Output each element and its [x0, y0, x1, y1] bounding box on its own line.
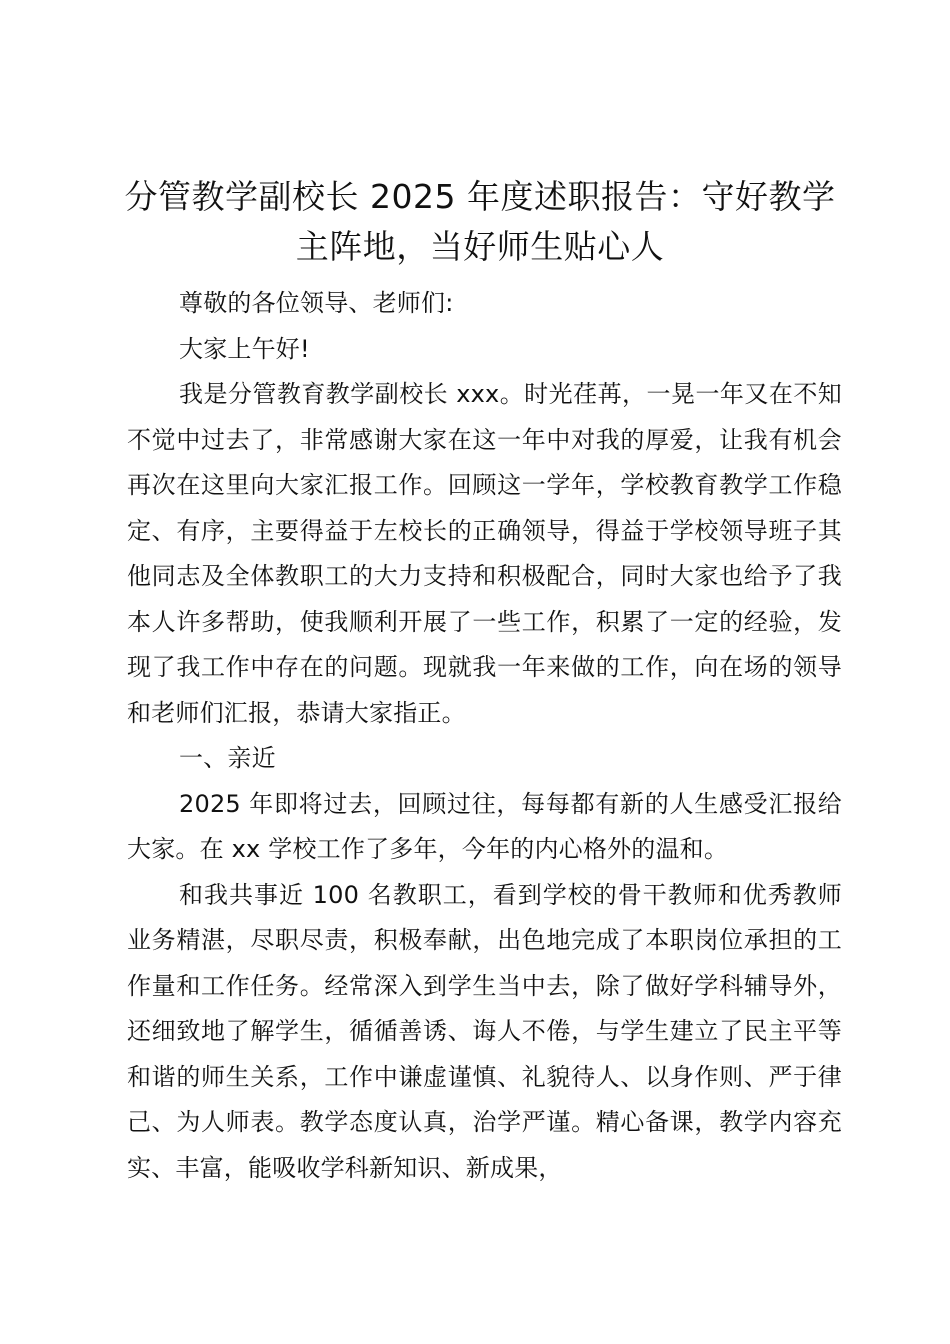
greeting: 大家上午好!	[179, 334, 310, 363]
document-title: 分管教学副校长 2025 年度述职报告：守好教学主阵地，当好师生贴心人	[124, 177, 836, 266]
body-paragraph: 和我共事近 100 名教职工，看到学校的骨干教师和优秀教师业务精湛，尽职尽责，积极奉献，出色地完成了本职岗位承担的工作量和工作任务。经常深入到学生当中去，除了做好学科辅导外，还细致地了解学生，循循善诱、诲人不倦，与学生建立了民主平等和谐的师生关系，工作中谦虚谨慎、礼貌待人、以身作则、严于律己、为人师表。教学态度认真，治学严谨。精心备课，教学内容充实、丰富，能吸收学科新知识、新成果，	[127, 880, 842, 1182]
body-paragraph: 2025 年即将过去，回顾过往，每每都有新的人生感受汇报给大家。在 xx 学校工作了多年，今年的内心格外的温和。	[127, 789, 842, 863]
intro-paragraph: 我是分管教育教学副校长 xxx。时光荏苒，一晃一年又在不知不觉中过去了，非常感谢大家在这一年中对我的厚爱，让我有机会再次在这里向大家汇报工作。回顾这一学年，学校教育教学工作稳定、有序，主要得益于左校长的正确领导，得益于学校领导班子其他同志及全体教职工的大力支持和积极配合，同时大家也给予了我本人许多帮助，使我顺利开展了一些工作，积累了一定的经验，发现了我工作中存在的问题。现就我一年来做的工作，向在场的领导和老师们汇报，恭请大家指正。	[127, 380, 842, 727]
section-heading: 一、亲近	[179, 744, 276, 772]
salutation: 尊敬的各位领导、老师们:	[179, 289, 454, 317]
document-body	[127, 281, 842, 1191]
